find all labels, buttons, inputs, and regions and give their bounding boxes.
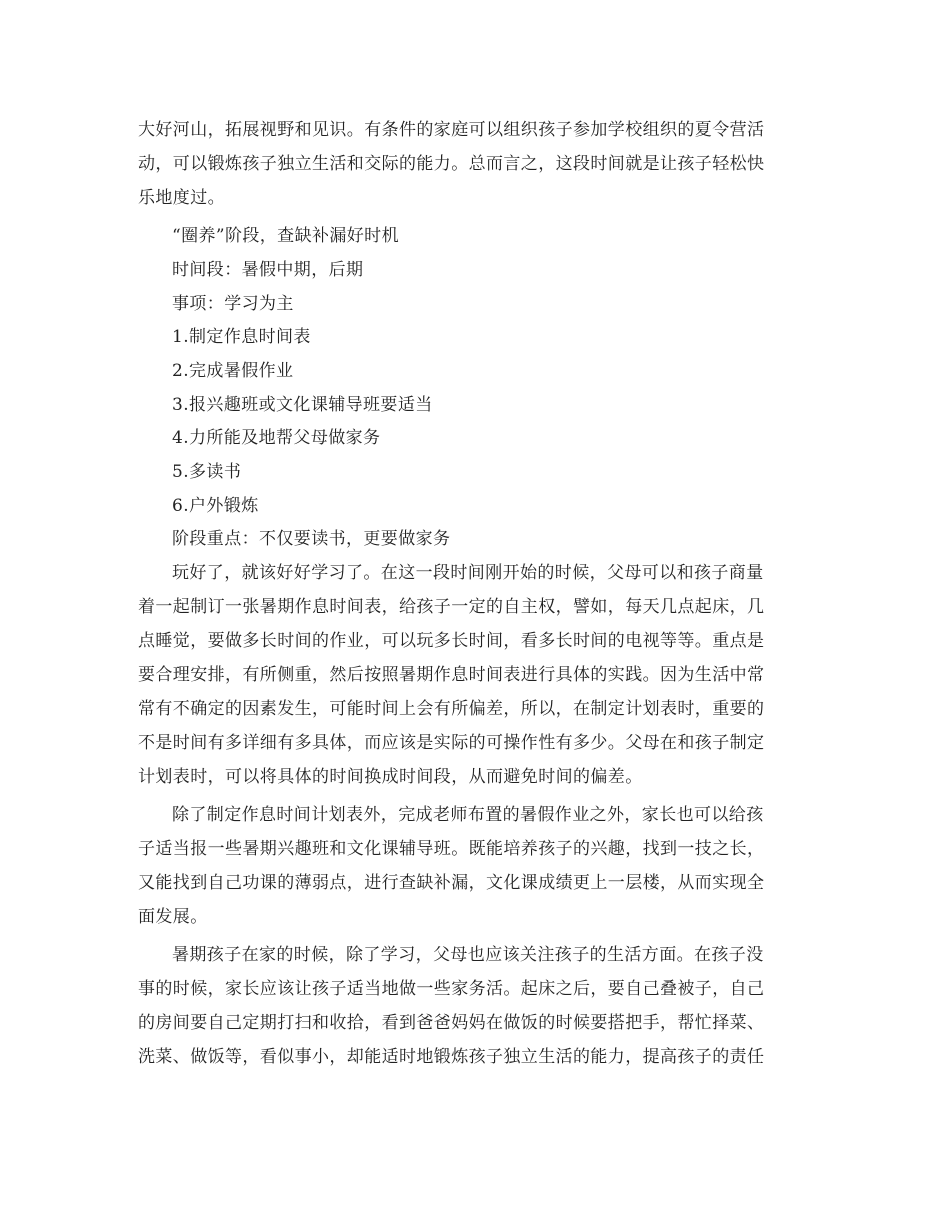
text-line: 面发展。 (138, 907, 208, 927)
text-line: 计划表时，可以将具体的时间换成时间段，从而避免时间的偏差。 (138, 767, 643, 787)
list-item: 1.制定作息时间表 (172, 327, 311, 347)
text-line: 的房间要自己定期打扫和收拾，看到爸爸妈妈在做饭的时候要搭把手，帮忙择菜、 (138, 1013, 765, 1033)
section-heading: “圈养”阶段，查缺补漏好时机 (172, 226, 399, 246)
list-item: 4.力所能及地帮父母做家务 (172, 428, 381, 448)
text-line: 阶段重点：不仅要读书，更要做家务 (172, 529, 451, 549)
text-line: 子适当报一些暑期兴趣班和文化课辅导班。既能培养孩子的兴趣，找到一技之长， (138, 839, 765, 859)
text-line: 点睡觉，要做多长时间的作业，可以玩多长时间，看多长时间的电视等等。重点是 (138, 631, 765, 651)
text-line: 着一起制订一张暑期作息时间表，给孩子一定的自主权，譬如，每天几点起床，几 (138, 597, 765, 617)
text-line: 玩好了，就该好好学习了。在这一段时间刚开始的时候，父母可以和孩子商量 (172, 563, 764, 583)
text-line: 要合理安排，有所侧重，然后按照暑期作息时间表进行具体的实践。因为生活中常 (138, 665, 765, 685)
list-item: 2.完成暑假作业 (172, 361, 294, 381)
text-line: 大好河山，拓展视野和见识。有条件的家庭可以组织孩子参加学校组织的夏令营活 (138, 120, 765, 140)
text-line: 常有不确定的因素发生，可能时间上会有所偏差，所以，在制定计划表时，重要的 (138, 699, 765, 719)
text-line: 事的时候，家长应该让孩子适当地做一些家务活。起床之后，要自己叠被子，自己 (138, 979, 765, 999)
text-line: 暑期孩子在家的时候，除了学习，父母也应该关注孩子的生活方面。在孩子没 (172, 945, 764, 965)
text-line: 洗菜、做饭等，看似事小，却能适时地锻炼孩子独立生活的能力，提高孩子的责任 (138, 1047, 765, 1067)
text-line: 动，可以锻炼孩子独立生活和交际的能力。总而言之，这段时间就是让孩子轻松快 (138, 154, 765, 174)
text-line: 除了制定作息时间计划表外，完成老师布置的暑假作业之外，家长也可以给孩 (172, 805, 764, 825)
list-item: 6.户外锻炼 (172, 496, 259, 516)
text-line: 事项：学习为主 (172, 294, 294, 314)
text-line: 又能找到自己功课的薄弱点，进行查缺补漏，文化课成绩更上一层楼，从而实现全 (138, 873, 765, 893)
text-line: 乐地度过。 (138, 188, 225, 208)
list-item: 3.报兴趣班或文化课辅导班要适当 (172, 395, 433, 415)
list-item: 5.多读书 (172, 462, 242, 482)
text-line: 不是时间有多详细有多具体，而应该是实际的可操作性有多少。父母在和孩子制定 (138, 733, 765, 753)
text-line: 时间段：暑假中期，后期 (172, 260, 364, 280)
